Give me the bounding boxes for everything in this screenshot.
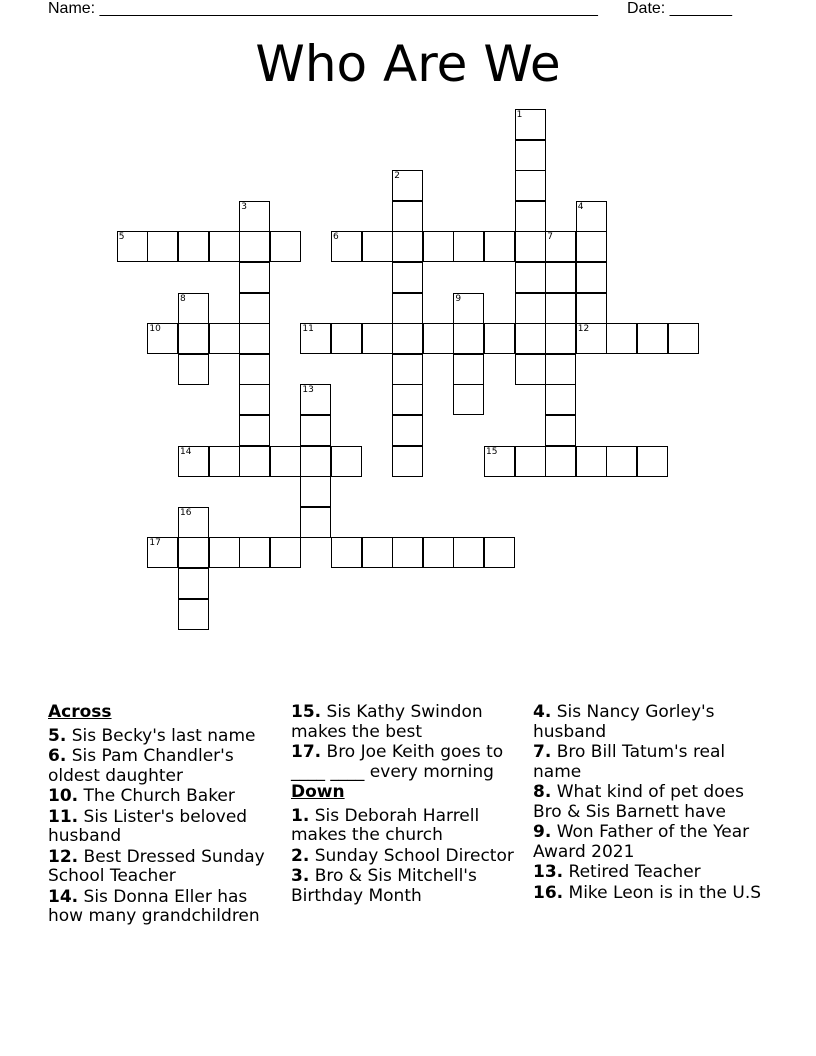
clue-item: 15. Sis Kathy Swindon makes the best	[291, 702, 483, 742]
grid-cell[interactable]	[239, 446, 270, 477]
grid-cell[interactable]	[392, 293, 423, 324]
grid-cell[interactable]	[606, 323, 637, 354]
cell-number: 17	[149, 538, 161, 549]
grid-cell[interactable]	[392, 415, 423, 446]
grid-cell[interactable]	[300, 476, 331, 507]
grid-cell[interactable]	[362, 537, 393, 568]
grid-cell[interactable]	[453, 354, 484, 385]
grid-cell[interactable]	[117, 231, 148, 262]
across-heading: Across	[48, 702, 112, 722]
grid-cell[interactable]	[239, 537, 270, 568]
grid-cell[interactable]	[331, 231, 362, 262]
grid-cell[interactable]	[545, 262, 576, 293]
grid-cell[interactable]	[300, 507, 331, 538]
grid-cell[interactable]	[239, 384, 270, 415]
clue-item: 2. Sunday School Director	[291, 845, 514, 866]
cell-number: 14	[180, 446, 192, 457]
cell-number: 2	[394, 171, 400, 182]
grid-cell[interactable]	[300, 323, 331, 354]
clue-item: 3. Bro & Sis Mitchell's Birthday Month	[291, 866, 477, 906]
grid-cell[interactable]	[515, 446, 546, 477]
grid-cell[interactable]	[576, 262, 607, 293]
cell-number: 7	[547, 232, 553, 243]
grid-cell[interactable]	[515, 354, 546, 385]
grid-cell[interactable]	[453, 323, 484, 354]
grid-cell[interactable]	[147, 323, 178, 354]
grid-cell[interactable]	[239, 323, 270, 354]
clue-item: 16. Mike Leon is in the U.S	[533, 882, 762, 903]
grid-cell[interactable]	[392, 354, 423, 385]
grid-cell[interactable]	[515, 140, 546, 171]
grid-cell[interactable]	[239, 354, 270, 385]
clue-item: 11. Sis Lister's beloved husband	[48, 806, 248, 846]
cell-number: 6	[333, 232, 339, 243]
grid-cell[interactable]	[545, 384, 576, 415]
clue-item: 10. The Church Baker	[48, 786, 235, 806]
grid-cell[interactable]	[576, 231, 607, 262]
cell-number: 15	[486, 446, 498, 457]
grid-cell[interactable]	[362, 323, 393, 354]
clue-item: 5. Sis Becky's last name	[48, 725, 256, 746]
clue-item: 4. Sis Nancy Gorley's husband	[533, 702, 715, 742]
grid-cell[interactable]	[453, 384, 484, 415]
clue-item: 13. Retired Teacher	[533, 862, 701, 882]
cell-number: 1	[516, 110, 523, 120]
grid-cell[interactable]	[545, 323, 576, 354]
grid-cell[interactable]	[606, 446, 637, 477]
clue-item: 17. Bro Joe Keith goes to ____ ____ every morning	[291, 742, 504, 782]
grid-cell[interactable]	[331, 446, 362, 477]
cell-number: 13	[302, 385, 314, 396]
clue-item: 12. Best Dressed Sunday School Teacher	[48, 846, 265, 886]
grid-cell[interactable]	[300, 415, 331, 446]
grid-cell[interactable]	[515, 293, 546, 324]
cell-number: 8	[180, 293, 186, 304]
grid-cell[interactable]	[453, 537, 484, 568]
date-field-label: Date: _______	[627, 0, 732, 17]
grid-cell[interactable]	[178, 323, 209, 354]
clue-item: 9. Won Father of the Year Award 2021	[533, 822, 750, 862]
grid-cell[interactable]	[178, 599, 209, 630]
grid-cell[interactable]	[392, 323, 423, 354]
grid-cell[interactable]	[515, 170, 546, 201]
clue-item: 14. Sis Donna Eller has how many grandchildren	[48, 886, 260, 926]
grid-cell[interactable]	[239, 231, 270, 262]
grid-cell[interactable]	[270, 446, 301, 477]
grid-cell[interactable]	[423, 323, 454, 354]
grid-cell[interactable]	[270, 537, 301, 568]
grid-cell[interactable]	[362, 231, 393, 262]
cell-number: 3	[241, 201, 247, 212]
cell-number: 5	[118, 232, 125, 243]
grid-cell[interactable]	[239, 262, 270, 293]
grid-cell[interactable]	[484, 537, 515, 568]
grid-cell[interactable]	[423, 231, 454, 262]
grid-cell[interactable]	[331, 537, 362, 568]
grid-cell[interactable]	[178, 507, 209, 538]
grid-cell[interactable]	[239, 415, 270, 446]
clue-item: 8. What kind of pet does Bro & Sis Barnett have	[533, 782, 744, 822]
grid-cell[interactable]	[545, 354, 576, 385]
grid-cell[interactable]	[668, 323, 699, 354]
cell-number: 16	[180, 507, 192, 518]
grid-cell[interactable]	[545, 293, 576, 324]
grid-cell[interactable]	[392, 446, 423, 477]
grid-cell[interactable]	[209, 231, 240, 262]
name-field-label: Name: ________________________________________________________	[48, 0, 598, 17]
grid-cell[interactable]	[178, 293, 209, 324]
grid-cell[interactable]	[178, 446, 209, 477]
cell-number: 9	[455, 293, 462, 304]
grid-cell[interactable]	[239, 201, 270, 232]
grid-cell[interactable]	[576, 323, 607, 354]
grid-cell[interactable]	[484, 323, 515, 354]
grid-cell[interactable]	[545, 446, 576, 477]
cell-number: 11	[302, 324, 314, 335]
grid-cell[interactable]	[392, 537, 423, 568]
cell-number: 4	[577, 201, 584, 212]
grid-cell[interactable]	[147, 537, 178, 568]
grid-cell[interactable]	[484, 231, 515, 262]
grid-cell[interactable]	[392, 384, 423, 415]
puzzle-title: Who Are We	[255, 35, 561, 93]
grid-cell[interactable]	[545, 231, 576, 262]
grid-cell[interactable]	[392, 170, 423, 201]
grid-cell[interactable]	[392, 231, 423, 262]
grid-cell[interactable]	[209, 446, 240, 477]
grid-cell[interactable]	[515, 109, 546, 140]
grid-cell[interactable]	[392, 201, 423, 232]
clue-item: 1. Sis Deborah Harrell makes the church	[291, 805, 480, 845]
grid-cell[interactable]	[300, 384, 331, 415]
grid-cell[interactable]	[423, 537, 454, 568]
grid-cell[interactable]	[178, 354, 209, 385]
grid-cell[interactable]	[453, 231, 484, 262]
grid-cell[interactable]	[484, 446, 515, 477]
grid-cell[interactable]	[239, 293, 270, 324]
grid-cell[interactable]	[209, 537, 240, 568]
clue-column-2	[291, 703, 523, 907]
grid-cell[interactable]	[545, 415, 576, 446]
grid-cell[interactable]	[392, 262, 423, 293]
grid-cell[interactable]	[178, 231, 209, 262]
grid-cell[interactable]	[515, 231, 546, 262]
grid-cell[interactable]	[576, 201, 607, 232]
cell-number: 12	[577, 324, 590, 335]
grid-cell[interactable]	[178, 537, 209, 568]
cell-number: 10	[149, 324, 161, 335]
grid-cell[interactable]	[515, 201, 546, 232]
clue-item: 7. Bro Bill Tatum's real name	[533, 742, 726, 782]
grid-cell[interactable]	[331, 323, 362, 354]
grid-cell[interactable]	[300, 446, 331, 477]
down-heading: Down	[291, 782, 345, 802]
grid-cell[interactable]	[209, 323, 240, 354]
grid-cell[interactable]	[637, 446, 668, 477]
grid-cell[interactable]	[576, 446, 607, 477]
grid-cell[interactable]	[147, 231, 178, 262]
clue-column-1	[48, 703, 280, 928]
grid-cell[interactable]	[637, 323, 668, 354]
grid-cell[interactable]	[453, 293, 484, 324]
grid-cell[interactable]	[178, 568, 209, 599]
grid-cell[interactable]	[576, 293, 607, 324]
clue-column-3	[533, 703, 765, 904]
grid-cell[interactable]	[270, 231, 301, 262]
grid-cell[interactable]	[515, 323, 546, 354]
clue-item: 6. Sis Pam Chandler's oldest daughter	[48, 746, 234, 786]
grid-cell[interactable]	[515, 262, 546, 293]
